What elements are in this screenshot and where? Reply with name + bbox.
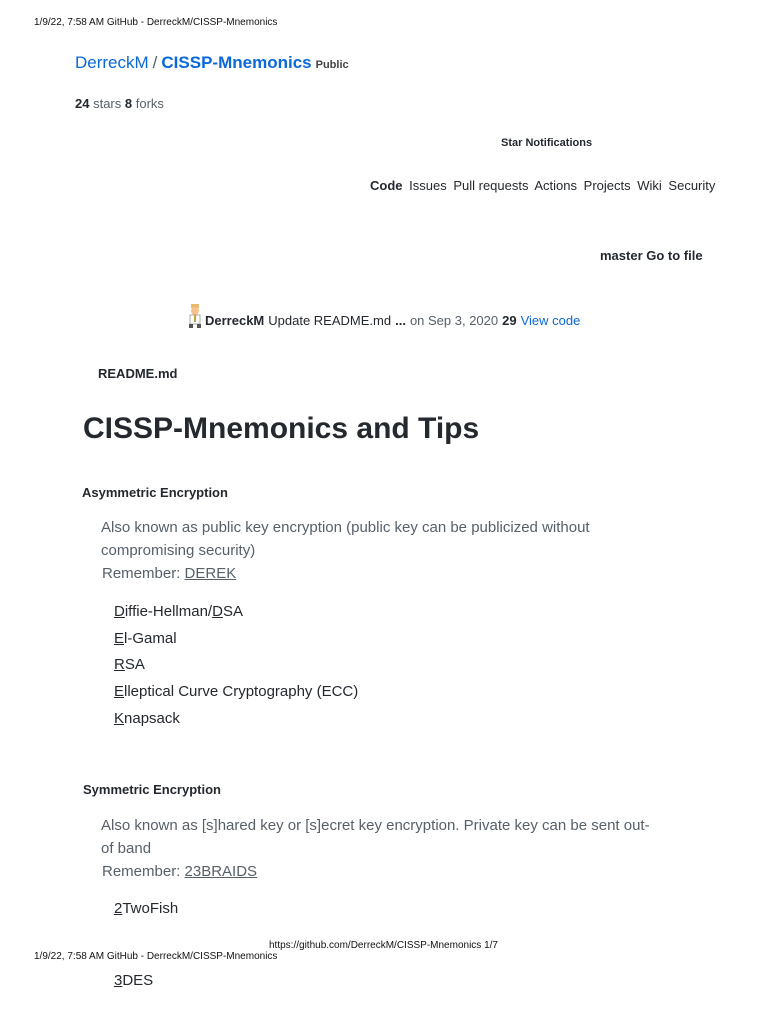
- branch-and-go-to-file[interactable]: master Go to file: [600, 248, 703, 263]
- print-footer-url: https://github.com/DerreckM/CISSP-Mnemonics 1/7: [269, 940, 498, 951]
- list-item: El-Gamal: [114, 629, 177, 647]
- list-item: Diffie-Hellman/DSA: [114, 603, 243, 620]
- tab-issues[interactable]: Issues: [409, 178, 447, 193]
- print-footer-date: 1/9/22, 7:58 AM GitHub - DerreckM/CISSP-Mnemonics: [34, 951, 278, 962]
- tab-projects[interactable]: Projects: [583, 178, 631, 193]
- list-item: Elleptical Curve Cryptography (ECC): [114, 683, 359, 701]
- repo-name-link[interactable]: CISSP-Mnemonics: [161, 53, 312, 72]
- commit-expand[interactable]: ...: [395, 313, 406, 328]
- symmetric-description: Also known as [s]hared key or [s]ecret key encryption. Private key can be sent out-of band: [101, 817, 650, 857]
- tab-code[interactable]: Code: [370, 178, 403, 193]
- symmetric-heading: Symmetric Encryption: [83, 782, 221, 797]
- symmetric-list-continued: [114, 968, 153, 995]
- readme-title: CISSP-Mnemonics and Tips: [83, 412, 480, 445]
- symmetric-remember: [101, 860, 661, 883]
- breadcrumb: [75, 53, 349, 73]
- asymmetric-list: [114, 599, 358, 732]
- list-item: 3DES: [114, 972, 154, 989]
- tab-security[interactable]: Security: [668, 178, 716, 193]
- tab-pull-requests[interactable]: Pull requests: [453, 178, 529, 193]
- author-avatar[interactable]: [186, 304, 204, 328]
- list-item: RSA: [114, 656, 145, 674]
- repo-stats: [75, 96, 164, 111]
- forks-count: 8: [124, 96, 133, 111]
- remember-label: Remember:: [102, 863, 181, 880]
- repo-owner-link[interactable]: DerreckM: [75, 53, 149, 72]
- asymmetric-blockquote: [101, 516, 661, 585]
- visibility-label: Public: [315, 59, 349, 71]
- list-item: Knapsack: [114, 709, 180, 727]
- commit-count[interactable]: 29: [502, 313, 517, 328]
- tab-actions[interactable]: Actions: [534, 178, 578, 193]
- tab-wiki[interactable]: Wiki: [637, 178, 662, 193]
- symmetric-blockquote: [101, 814, 661, 883]
- commit-message[interactable]: Update README.md: [268, 313, 392, 328]
- list-item: 2TwoFish: [114, 900, 179, 917]
- readme-file-header[interactable]: README.md: [98, 366, 178, 381]
- asymmetric-description: Also known as public key encryption (public key can be publicized without compromising security): [101, 519, 590, 559]
- symmetric-list: [114, 896, 178, 923]
- star-notifications-buttons[interactable]: Star Notifications: [501, 137, 593, 149]
- latest-commit: [186, 304, 580, 328]
- repo-tabs: [370, 178, 718, 193]
- asymmetric-heading: Asymmetric Encryption: [82, 485, 228, 500]
- forks-link[interactable]: forks: [135, 96, 164, 111]
- commit-author[interactable]: DerreckM: [205, 313, 265, 328]
- stars-count: 24: [75, 96, 90, 111]
- remember-link-derek[interactable]: DEREK: [184, 565, 237, 582]
- view-code-link[interactable]: View code: [520, 313, 581, 328]
- stars-link[interactable]: stars: [93, 96, 122, 111]
- commit-date: on Sep 3, 2020: [409, 313, 499, 328]
- asymmetric-remember: [101, 562, 661, 585]
- print-header: 1/9/22, 7:58 AM GitHub - DerreckM/CISSP-Mnemonics: [34, 17, 278, 28]
- remember-label: Remember:: [102, 565, 181, 582]
- remember-link-23braids[interactable]: 23BRAIDS: [184, 863, 258, 880]
- breadcrumb-separator: /: [152, 53, 158, 72]
